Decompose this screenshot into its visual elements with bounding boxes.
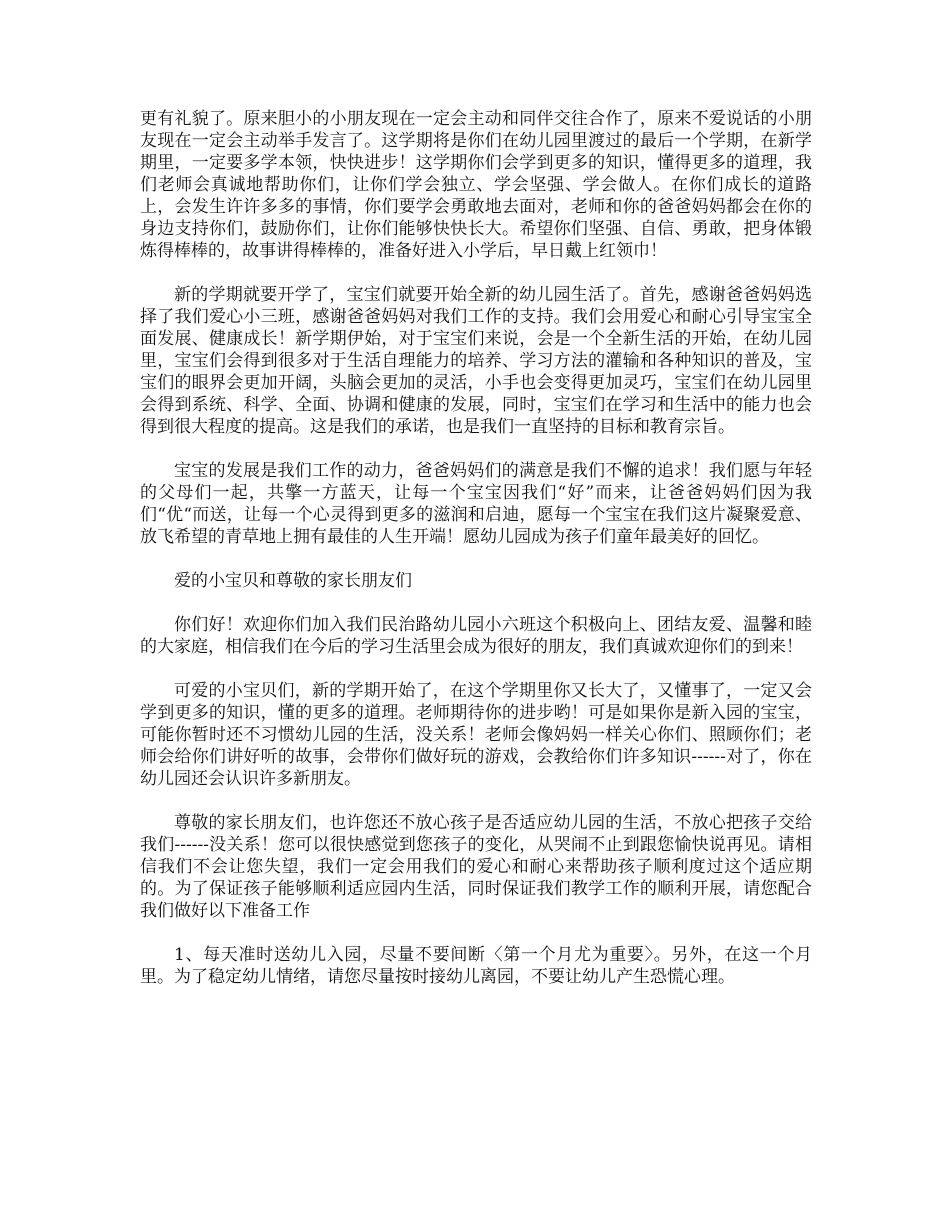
paragraph-welcome: 你们好！欢迎你们加入我们民治路幼儿园小六班这个积极向上、团结友爱、温馨和睦的大家庭，相信我们在今后的学习生活里会成为很好的朋友，我们真诚欢迎你们的到来！ xyxy=(140,615,812,657)
paragraph-parents: 尊敬的家长朋友们，也许您还不放心孩子是否适应幼儿园的生活，不放心把孩子交给我们------没关系！您可以很快感觉到您孩子的变化，从哭闹不止到跟您愉快说再见。请相信我们不会让您失望，我们一定会用我们的爱心和耐心来帮助孩子顺利度过这个适应期的。为了保证孩子能够顺利适应园内生活，同时保证我们教学工作的顺利开展，请您配合我们做好以下准备工作 xyxy=(140,813,812,921)
document-body xyxy=(140,108,812,1010)
list-item-1: 1、每天准时送幼儿入园，尽量不要间断〈第一个月尤为重要〉。另外，在这一个月里。为了稳定幼儿情绪，请您尽量按时接幼儿离园，不要让幼儿产生恐慌心理。 xyxy=(140,945,812,987)
paragraph-2: 新的学期就要开学了，宝宝们就要开始全新的幼儿园生活了。首先，感谢爸爸妈妈选择了我们爱心小三班，感谢爸爸妈妈对我们工作的支持。我们会用爱心和耐心引导宝宝全面发展、健康成长！新学期伊始，对于宝宝们来说，会是一个全新生活的开始，在幼儿园里，宝宝们会得到很多对于生活自理能力的培养、学习方法的灌输和各种知识的普及，宝宝们的眼界会更加开阔，头脑会更加的灵活，小手也会变得更加灵巧，宝宝们在幼儿园里会得到系统、科学、全面、协调和健康的发展，同时，宝宝们在学习和生活中的能力也会得到很大程度的提高。这是我们的承诺，也是我们一直坚持的目标和教育宗旨。 xyxy=(140,285,812,437)
paragraph-3: 宝宝的发展是我们工作的动力，爸爸妈妈们的满意是我们不懈的追求！我们愿与年轻的父母们一起，共擎一方蓝天，让每一个宝宝因我们“好”而来，让爸爸妈妈们因为我们“优“而送，让每一个心灵得到更多的滋润和启迪，愿每一个宝宝在我们这片凝聚爱意、放飞希望的青草地上拥有最佳的人生开端！愿幼儿园成为孩子们童年最美好的回忆。 xyxy=(140,461,812,547)
paragraph-children: 可爱的小宝贝们，新的学期开始了，在这个学期里你又长大了，又懂事了，一定又会学到更多的知识，懂的更多的道理。老师期待你的进步哟！可是如果你是新入园的宝宝，可能你暂时还不习惯幼儿园的生活，没关系！老师会像妈妈一样关心你们、照顾你们；老师会给你们讲好听的故事，会带你们做好玩的游戏，会教给你们许多知识------对了，你在幼儿园还会认识许多新朋友。 xyxy=(140,681,812,789)
greeting-heading: 爱的小宝贝和尊敬的家长朋友们 xyxy=(174,571,412,591)
paragraph-1: 更有礼貌了。原来胆小的小朋友现在一定会主动和同伴交往合作了，原来不爱说话的小朋友现在一定会主动举手发言了。这学期将是你们在幼儿园里渡过的最后一个学期，在新学期里，一定要多学本领，快快进步！这学期你们会学到更多的知识，懂得更多的道理，我们老师会真诚地帮助你们，让你们学会独立、学会坚强、学会做人。在你们成长的道路上，会发生许许多多的事情，你们要学会勇敢地去面对，老师和你的爸爸妈妈都会在你的身边支持你们，鼓励你们，让你们能够快快长大。希望你们坚强、自信、勇敢，把身体锻炼得棒棒的，故事讲得棒棒的，准备好进入小学后，早日戴上红领巾！ xyxy=(140,109,812,261)
